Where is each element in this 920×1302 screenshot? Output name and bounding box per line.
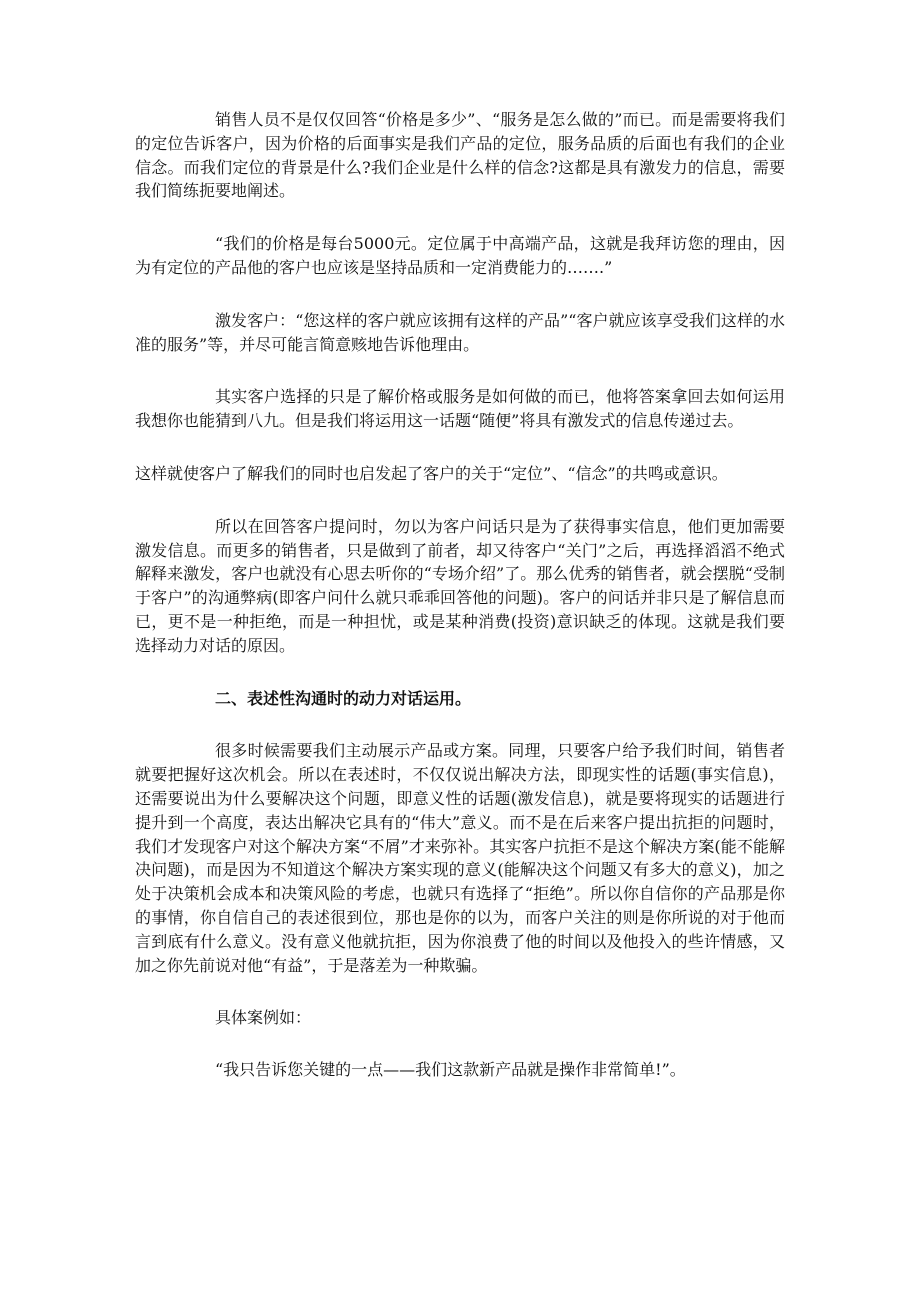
paragraph-price-quote: “我们的价格是每台5000元。定位属于中高端产品，这就是我拜访您的理由，因为有定位的产品他的客户也应该是坚持品质和一定消费能力的…….” bbox=[135, 234, 785, 277]
paragraph-customer-choice: 其实客户选择的只是了解价格或服务是如何做的而已，他将答案拿回去如何运用我想你也能猜到八九。但是我们将运用这一话题“随便”将具有激发式的信息传递过去。 bbox=[135, 387, 785, 431]
section-heading: 二、表述性沟通时的动力对话运用。 bbox=[215, 688, 472, 708]
paragraph-example-label: 具体案例如： bbox=[215, 1008, 312, 1028]
paragraph-presentation: 很多时候需要我们主动展示产品或方案。同理，只要客户给予我们时间，销售者就要把握好这次机会。所以在表述时，不仅仅说出解决方法，即现实性的话题(事实信息)，还需要说出为什么要解决这个问题，即意义性的话题(激发信息)，就是要将现实的话题进行提升到一个高度，表达出解决它具有的“伟大”意义。而不是在后来客户提出抗拒的问题时，我们才发现客户对这个解决方案“不屑”才来弥补。其实客户抗拒不是这个解决方案(能不能解决问题)，而是因为不知道这个解决方案实现的意义(能解决这个问题又有多大的意义)，加之处于决策机会成本和决策风险的考虑，也就只有选择了“拒绝”。所以你自信你的产品那是你的事情，你自信自己的表述很到位，那也是你的以为，而客户关注的则是你所说的对于他而言到底有什么意义。没有意义他就抗拒，因为你浪费了他的时间以及他投入的些许情感，又加之你先前说对他“有益”，于是落差为一种欺骗。 bbox=[135, 741, 785, 975]
document-page bbox=[135, 108, 785, 1111]
paragraph-example-quote: “我只告诉您关键的一点——我们这款新产品就是操作非常简单!”。 bbox=[215, 1060, 686, 1080]
paragraph-price-service: 销售人员不是仅仅回答“价格是多少”、“服务是怎么做的”而已。而是需要将我们的定位告诉客户，因为价格的后面事实是我们产品的定位，服务品质的后面也有我们的企业信念。而我们定位的背景是什么?我们企业是什么样的信念?这都是具有激发力的信息，需要我们简练扼要地阐述。 bbox=[135, 110, 785, 201]
paragraph-motivate-customer: 激发客户：“您这样的客户就应该拥有这样的产品”“客户就应该享受我们这样的水准的服务”等，并尽可能言简意赅地告诉他理由。 bbox=[135, 310, 785, 354]
paragraph-answering-questions: 所以在回答客户提问时，勿以为客户问话只是为了获得事实信息，他们更加需要激发信息。而更多的销售者，只是做到了前者，却又待客户“关门”之后，再选择滔滔不绝式解释来激发，客户也就没有心思去听你的“专场介绍”了。那么优秀的销售者，就会摆脱“受制于客户”的沟通弊病(即客户问什么就只乖乖回答他的问题)。客户的问话并非只是了解信息而已，更不是一种拒绝，而是一种担忧，或是某种消费(投资)意识缺乏的体现。这就是我们要选择动力对话的原因。 bbox=[135, 516, 785, 655]
paragraph-resonance: 这样就使客户了解我们的同时也启发起了客户的关于“定位”、“信念”的共鸣或意识。 bbox=[135, 463, 728, 483]
